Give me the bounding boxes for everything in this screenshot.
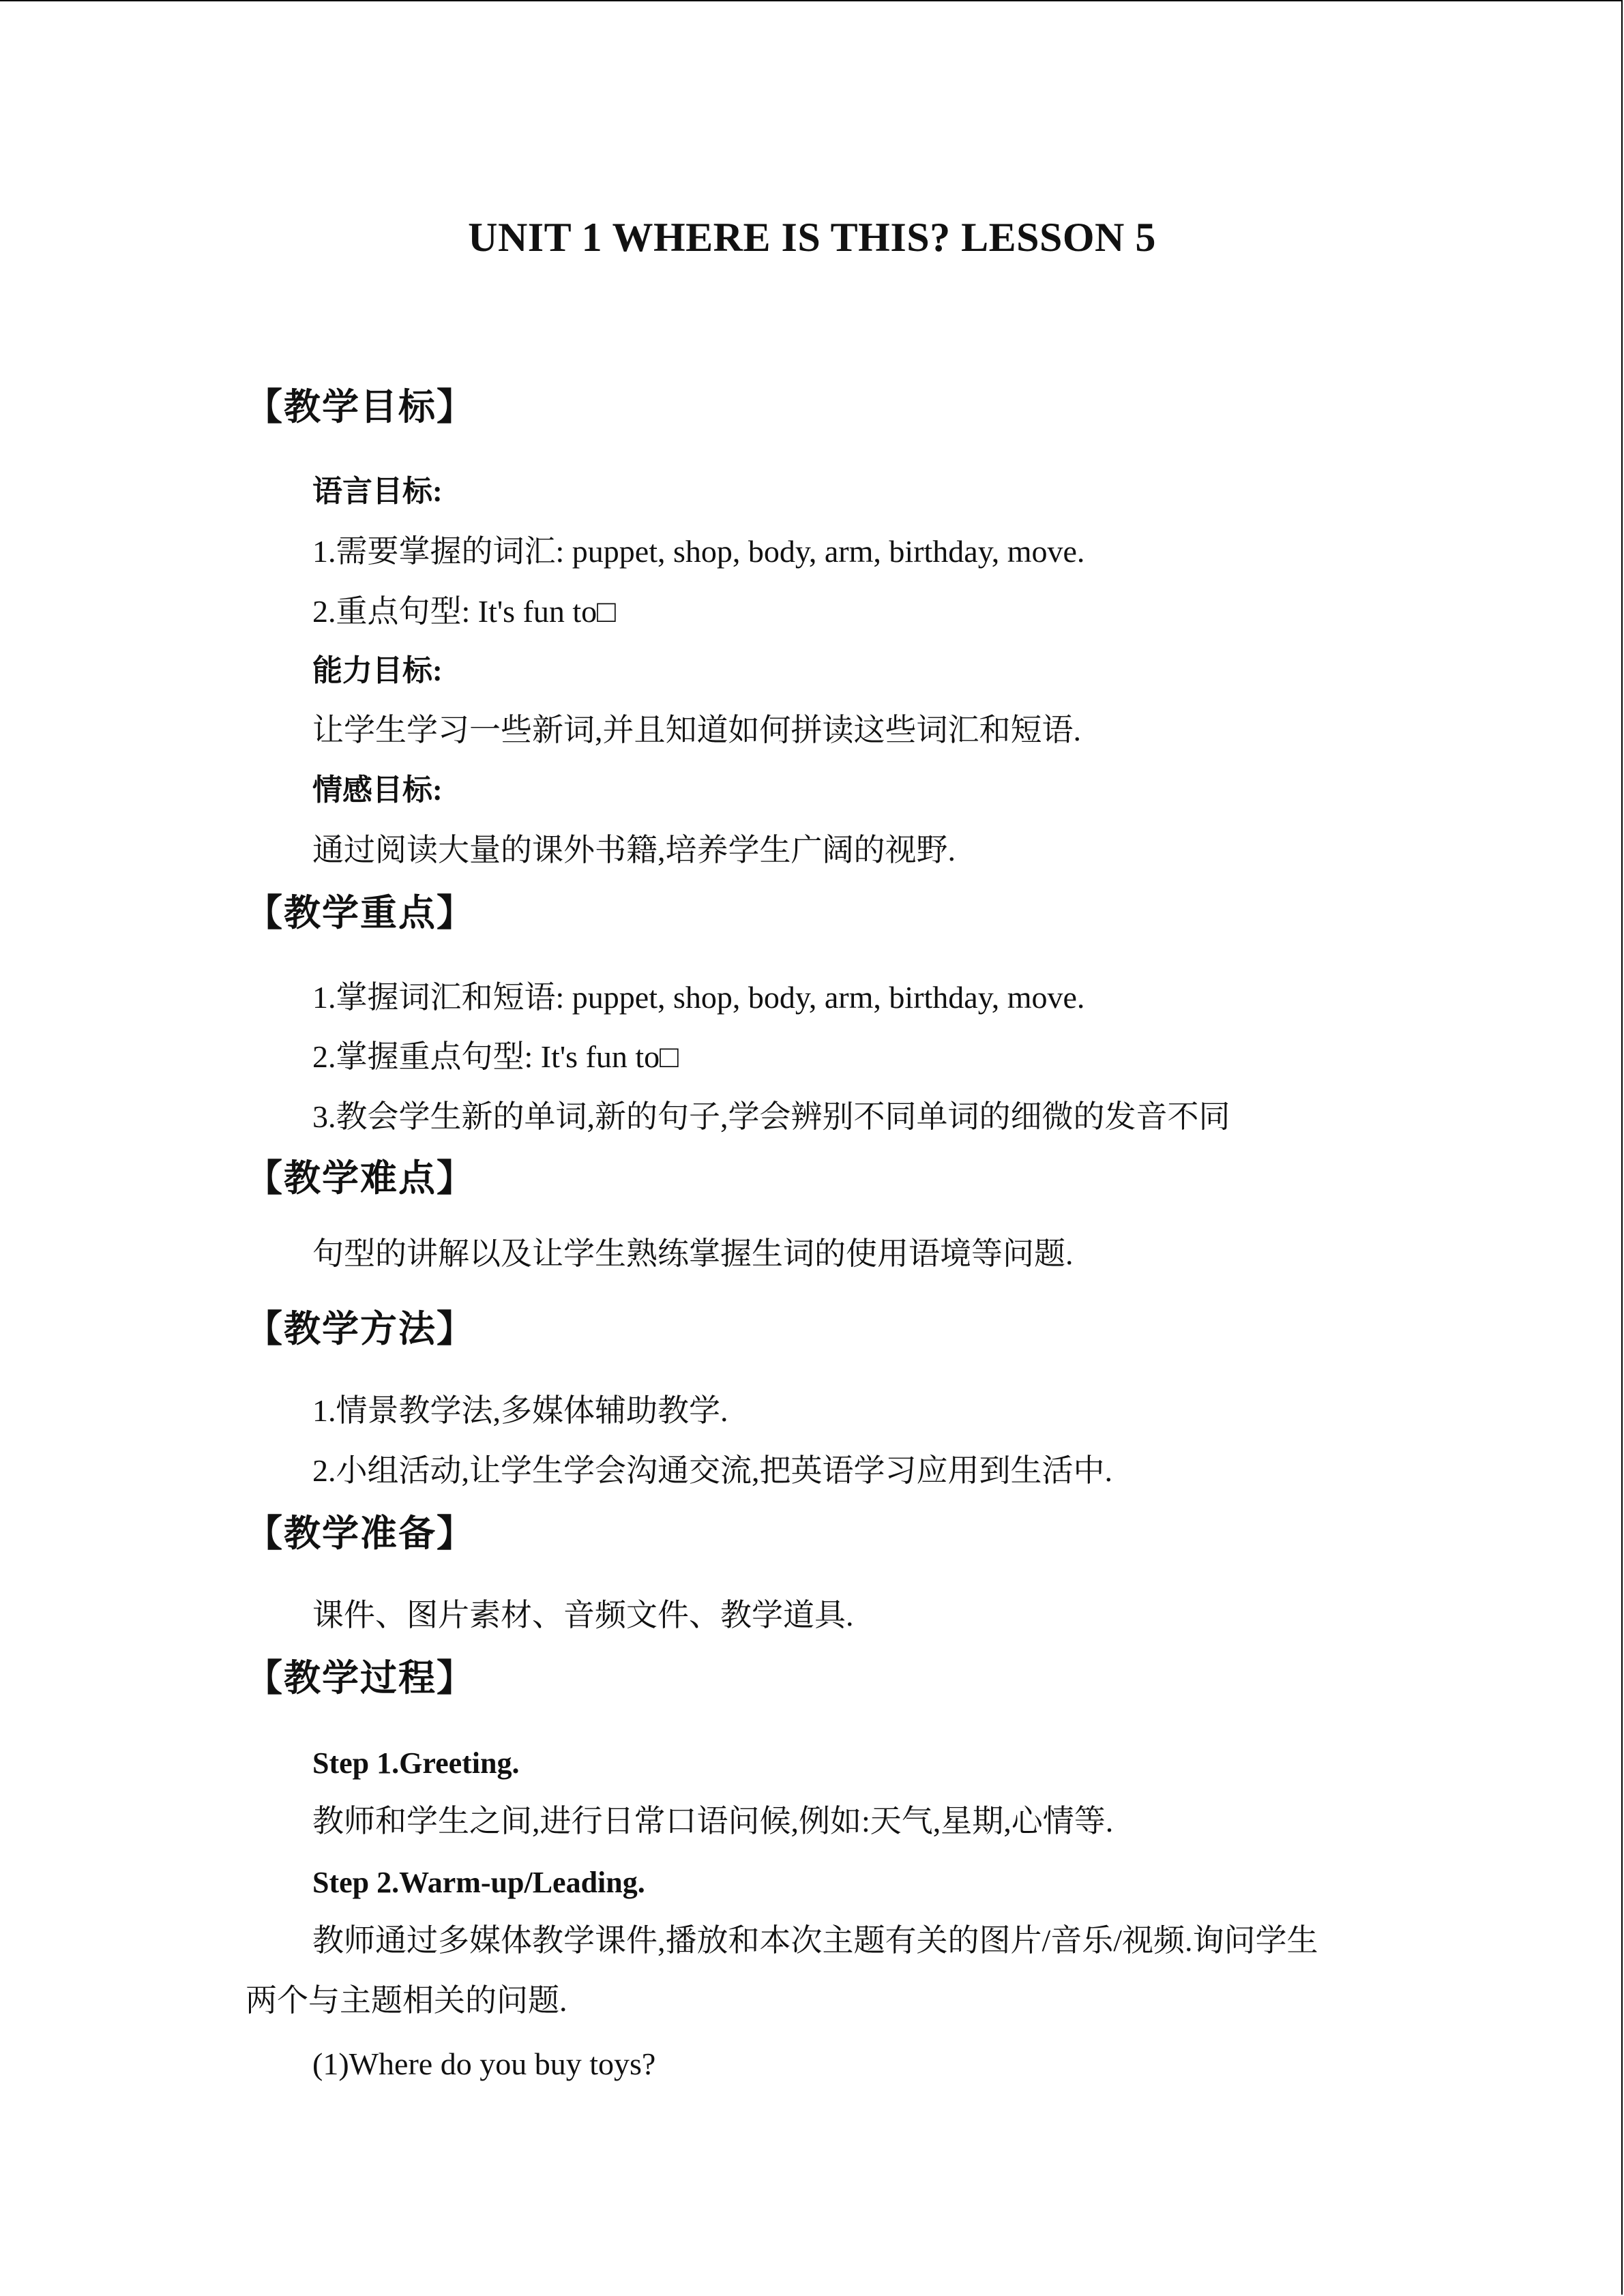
question-1: (1)Where do you buy toys? <box>312 2046 656 2081</box>
section-heading-objectives: 【教学目标】 <box>246 387 475 428</box>
step-1-text: 教师和学生之间,进行日常口语问候,例如:天气,星期,心情等. <box>312 1804 1114 1838</box>
section-heading-methods: 【教学方法】 <box>246 1309 475 1350</box>
language-objective-item-2: 2.重点句型: It's fun to□ <box>312 594 616 629</box>
section-heading-key-points: 【教学重点】 <box>246 893 475 934</box>
ability-objective-text: 让学生学习一些新词,并且知道如何拼读这些词汇和短语. <box>312 713 1081 747</box>
document-title: UNIT 1 WHERE IS THIS? LESSON 5 <box>468 215 1156 260</box>
language-objective-item-1: 1.需要掌握的词汇: puppet, shop, body, arm, birthday, move. <box>312 534 1085 569</box>
method-item-1: 1.情景教学法,多媒体辅助教学. <box>312 1393 728 1428</box>
section-heading-preparation: 【教学准备】 <box>246 1513 475 1554</box>
key-point-item-2: 2.掌握重点句型: It's fun to□ <box>312 1039 679 1074</box>
emotion-objective-label: 情感目标: <box>312 773 443 807</box>
key-point-item-1: 1.掌握词汇和短语: puppet, shop, body, arm, birthday, move. <box>312 980 1085 1015</box>
step-2-text-line-2: 两个与主题相关的问题. <box>246 1983 567 2018</box>
step-2-title: Step 2.Warm-up/Leading. <box>312 1866 645 1899</box>
step-1-title: Step 1.Greeting. <box>312 1746 520 1780</box>
preparation-text: 课件、图片素材、音频文件、教学道具. <box>312 1598 854 1632</box>
language-objective-label: 语言目标: <box>312 475 443 508</box>
difficulties-text: 句型的讲解以及让学生熟练掌握生词的使用语境等问题. <box>312 1236 1074 1271</box>
ability-objective-label: 能力目标: <box>312 654 443 687</box>
section-heading-process: 【教学过程】 <box>246 1658 475 1699</box>
method-item-2: 2.小组活动,让学生学会沟通交流,把英语学习应用到生活中. <box>312 1453 1112 1488</box>
step-2-text-line-1: 教师通过多媒体教学课件,播放和本次主题有关的图片/音乐/视频.询问学生 <box>312 1923 1318 1958</box>
key-point-item-3: 3.教会学生新的单词,新的句子,学会辨别不同单词的细微的发音不同 <box>312 1099 1230 1134</box>
emotion-objective-text: 通过阅读大量的课外书籍,培养学生广阔的视野. <box>312 833 956 867</box>
section-heading-difficulties: 【教学难点】 <box>246 1158 475 1199</box>
